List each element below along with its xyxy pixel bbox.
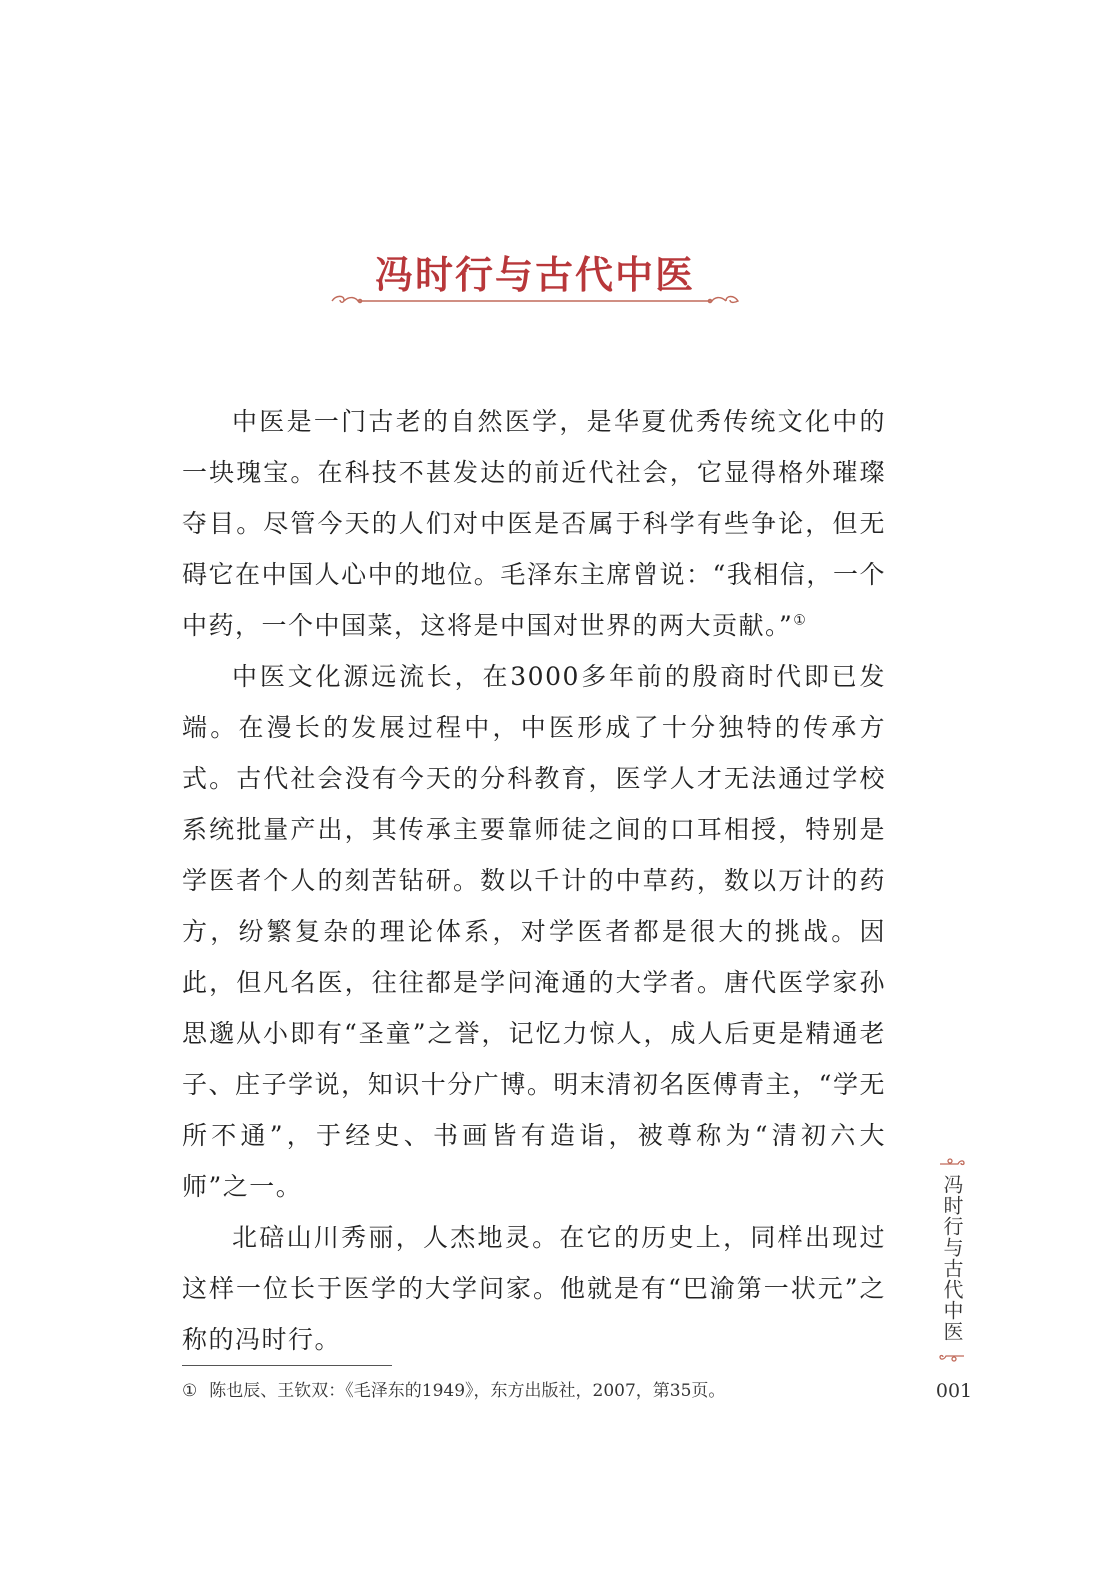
- running-head-ornament-bottom: [938, 1352, 966, 1364]
- footnote-marker: ①: [793, 612, 808, 629]
- title-ornament: [330, 289, 740, 309]
- body-text: [182, 396, 886, 1365]
- paragraph: 中医文化源远流长，在3000多年前的殷商时代即已发端。在漫长的发展过程中，中医形成了十分独特的传承方式。古代社会没有今天的分科教育，医学人才无法通过学校系统批量产出，其传承主要靠师徒之间的口耳相授，特别是学医者个人的刻苦钻研。数以千计的中草药，数以万计的药方，纷繁复杂的理论体系，对学医者都是很大的挑战。因此，但凡名医，往往都是学问淹通的大学者。唐代医学家孙思邈从小即有“圣童”之誉，记忆力惊人，成人后更是精通老子、庄子学说，知识十分广博。明末清初名医傅青主，“学无所不通”，于经史、书画皆有造诣，被尊称为“清初六大师”之一。: [182, 662, 886, 1201]
- footnote-rule: [182, 1365, 392, 1366]
- page-number: 001: [935, 1380, 973, 1402]
- footnote-number: ①: [182, 1381, 198, 1401]
- paragraph: 北碚山川秀丽，人杰地灵。在它的历史上，同样出现过这样一位长于医学的大学问家。他就是有“巴渝第一状元”之称的冯时行。: [182, 1223, 886, 1354]
- chapter-title: 冯时行与古代中医: [374, 252, 695, 297]
- footnote: [182, 1378, 882, 1404]
- chapter-heading: [330, 245, 740, 315]
- running-head-title: 冯时行与古代中医: [940, 1174, 964, 1342]
- paragraph: 中医是一门古老的自然医学，是华夏优秀传统文化中的一块瑰宝。在科技不甚发达的前近代社会，它显得格外璀璨夺目。尽管今天的人们对中医是否属于科学有些争论，但无碍它在中国人心中的地位。毛泽东主席曾说：“我相信，一个中药，一个中国菜，这将是中国对世界的两大贡献。”①: [182, 407, 886, 640]
- running-head: [936, 1156, 968, 1366]
- footnote-text: 陈也辰、王钦双：《毛泽东的1949》，东方出版社，2007，第35页。: [209, 1381, 726, 1401]
- running-head-ornament-top: [938, 1156, 966, 1168]
